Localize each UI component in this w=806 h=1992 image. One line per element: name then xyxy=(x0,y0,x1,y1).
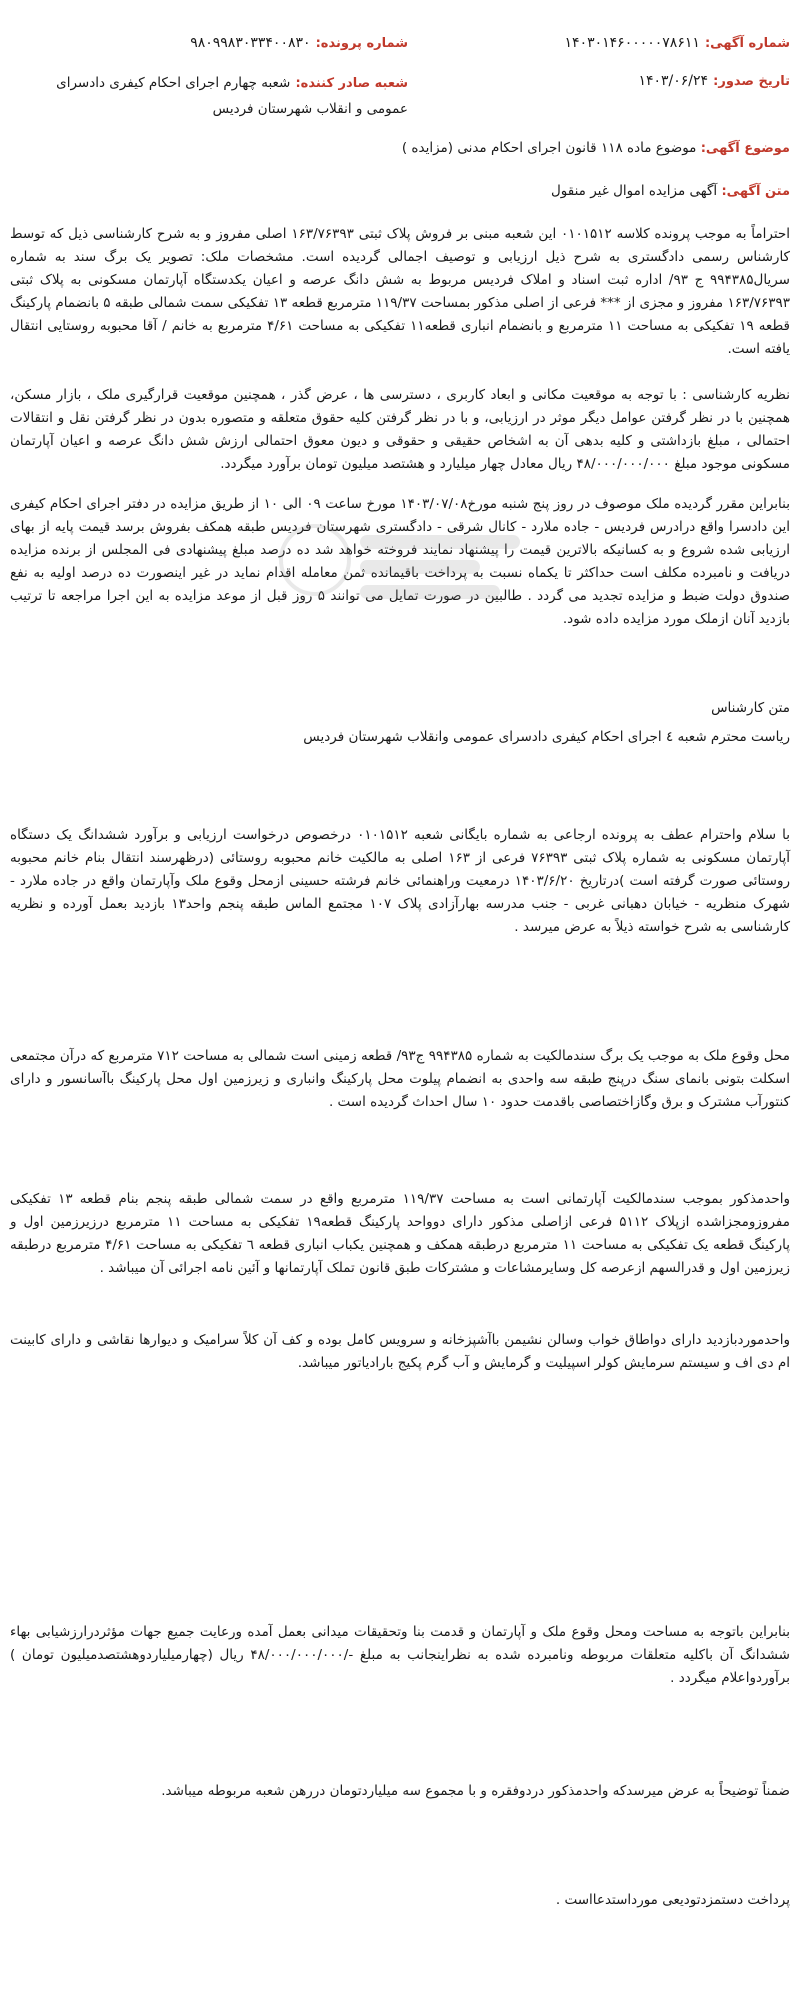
paragraph-mortgage-note: ضمناً توضیحاً به عرض میرسدکه واحدمذکور دردوفقره و با مجموع سه میلیاردتومان دررهن شعبه مربوطه میباشد. xyxy=(161,1782,790,1799)
ad-subject-value: موضوع ماده ۱۱۸ قانون اجرای احکام مدنی (مزایده ) xyxy=(401,140,697,156)
ad-text-heading xyxy=(551,183,790,199)
ad-text-label: متن آگهی: xyxy=(721,184,790,199)
paragraph-auction-terms: بنابراین مقرر گردیده ملک موصوف در روز پنج شنبه مورخ۱۴۰۳/۰۷/۰۸ مورخ ساعت ۰۹ الی ۱۰ از طریق مزایده در دفتر اجرای احکام کیفری این دادسرا واقع درادرس فردیس - جاده ملارد - کانال شرقی - دادگستری شهرستان فردیس طبقه همکف بفروش برسد قیمت پایه از بهای ارزیابی شده شروع و به کسانیکه بالاترین قیمت را پیشنهاد نمایند فروخته خواهد شد ده درصد مبلغ پیشنهادی فی المجلس از برنده مزایده دریافت و نامبرده مکلف است حداکثر تا یکماه نسبت به پرداخت باقیمانده ثمن معامله اقدام نماید در غیر اینصورت ده درصد اولیه به نفع صندوق دولت ضبط و مزایده تجدید می گردد . طالبین در صورت تمایل می توانند ۵ روز قبل از موعد مزایده به این اجرا مراجعه تا ترتیب بازدید آنان ازملک مورد مزایده داده شود. xyxy=(10,495,791,627)
ad-subject xyxy=(402,140,790,156)
issuing-branch-label: شعبه صادر کننده: xyxy=(295,76,408,91)
ad-number xyxy=(565,32,790,51)
paragraph-greeting: با سلام واحترام عطف به پرونده ارجاعی به شماره بایگانی شعبه ۰۱۰۱۵۱۲ درخصوص درخواست ارزیابی و برآورد ششدانگ یک دستگاه آپارتمان مسکونی به شماره پلاک ثبتی ۷۶۳۹۳ فرعی از ۱۶۳ اصلی به مالکیت خانم محبوبه روستائی (درظهرسند انتقال بنام خانم محبوبه روستائی صورت گرفته است )درتاریخ ۱۴۰۳/۶/۲۰ درمعیت وراهنمائی خانم فرشته حسینی ازمحل وقوع ملک وآپارتمان واقع در جاده ملارد - شهرک منظریه - خیابان دهبانی غربی - جنب مدرسه بهارآزادی پلاک ۱۰۷ مجتمع الماس طبقه پنجم واحد۱۳ بازدید بعمل آورده و نظریه کارشناسی به شرح خواسته ذیلاً به عرض میرسد . xyxy=(10,826,791,935)
paragraph-expert-opinion: نظریه کارشناسی : با توجه به موقعیت مکانی و ابعاد کاربری ، دسترسی ها ، عرض گذر ، همچنین موقعیت قرارگیری ملک ، بازار مسکن، همچنین با در نظر گرفتن عوامل دیگر موثر در ارزیابی، و با در نظر گرفتن کلیه حقوق متعلقه و متصوره بدون در نظر گرفتن نقل و انتقالات احتمالی ، مبلغ بازداشتی و کلیه بدهی آن به اشخاص حقیقی و حقوقی و دیون معوق احتمالی ارزش شش دانگ عرصه و اعیان آپارتمان مسکونی موجود مبلغ ۴۸/۰۰۰/۰۰۰/۰۰۰ ریال معادل چهار میلیارد و هشتصد میلیون تومان برآورد میگردد. xyxy=(10,386,790,472)
ad-text-title: آگهی مزایده اموال غیر منقول xyxy=(550,183,718,199)
paragraph-location: محل وقوع ملک به موجب یک برگ سندمالکیت به شماره ۹۹۴۳۸۵ ج۹۳/ قطعه زمینی است شمالی به مساحت ۷۱۲ مترمربع که درآن مجتمعی اسکلت بتونی بانمای سنگ درپنج طبقه سه واحدی به انضمام پیلوت محل پارکینگ وانباری و زیرزمین اول محل پارکینگ باآسانسور و دارای کنتورآب مشترک و برق وگازاختصاصی باقدمت حدود ۱۰ سال احداث گردیده است . xyxy=(10,1047,790,1110)
issuing-branch-value: شعبه چهارم اجرای احکام کیفری دادسرای عمومی و انقلاب شهرستان فردیس xyxy=(56,75,408,117)
issuing-branch xyxy=(28,70,408,122)
issue-date xyxy=(638,70,790,89)
case-number-label: شماره پرونده: xyxy=(315,36,408,51)
paragraph-expert-heading: متن کارشناس xyxy=(711,699,790,716)
paragraph-valuation: بنابراین باتوجه به مساحت ومحل وقوع ملک و آپارتمان و قدمت بنا وتحقیقات میدانی بعمل آمده ورعایت جمیع جهات مؤثردرارزشیابی بهاء ششدانگ آن باکلیه متعلقات مربوطه ونامبرده شده به نظراینجانب به مبلغ -/۴۸/۰۰۰/۰۰۰/۰۰۰ ریال (چهارمیلیاردوهشتصدمیلیون تومان ) برآوردواعلام میگردد . xyxy=(10,1623,790,1686)
case-number-value: ۹۸۰۹۹۸۳۰۳۳۴۰۰۸۳۰ xyxy=(190,35,311,51)
paragraph-property-spec: احتراماً به موجب پرونده کلاسه ۰۱۰۱۵۱۲ این شعبه مبنی بر فروش پلاک ثبتی ۱۶۳/۷۶۳۹۳ اصلی مفروز و به شرح کارشناسی ذیل که توسط کارشناس رسمی دادگستری به شرح ذیل ارزیابی و توصیف اجمالی گردیده است. مشخصات ملک: تصویر یک برگ سند به شماره سریال۹۹۴۳۸۵ ج ۹۳/ اداره ثبت اسناد و املاک فردیس مربوط به شش دانگ عرصه و اعیان یکدستگاه آپارتمان مسکونی به پلاک ثبتی ۱۶۳/۷۶۳۹۳ مفروز و مجزی از *** فرعی از اصلی مذکور بمساحت ۱۱۹/۳۷ مترمربع قطعه ۱۳ تفکیکی سمت شمالی طبقه ۵ بانضمام پارکینگ قطعه ۱۹ تفکیکی به مساحت ۱۱ مترمربع و بانضمام انباری قطعه۱۱ تفکیکی به مساحت ۴/۶۱ مترمربع به خانم / آقا محبوبه روستایی انتقال یافته است. xyxy=(10,225,790,357)
paragraph-unit-details: واحدمذکور بموجب سندمالکیت آپارتمانی است به مساحت ۱۱۹/۳۷ مترمربع واقع در سمت شمالی طبقه پنجم بنام قطعه ۱۳ تفکیکی مفروزومجزاشده ازپلاک ۵۱۱۲ فرعی ازاصلی مذکور دارای دوواحد پارکینگ قطعه۱۹ تفکیکی به مساحت ۱۱ مترمربع درزیرزمین اول و پارکینگ قطعه یک تفکیکی به مساحت ۱۱ مترمربع درطبقه همکف و همچنین یکباب انباری قطعه ٦ تفکیکی به مساحت ۴/۶۱ مترمربع درطبقه زیرزمین اول و قدرالسهم ازعرصه کل وسایرمشاعات و مشترکات طبق قانون تملک آپارتمانها و آئین نامه اجرائی آن میباشد . xyxy=(10,1190,790,1276)
issue-date-label: تاریخ صدور: xyxy=(713,74,790,89)
paragraph-addressee: ریاست محترم شعبه ٤ اجرای احکام کیفری دادسرای عمومی وانقلاب شهرستان فردیس xyxy=(303,728,790,745)
paragraph-fee-request: پرداخت دستمزدتودیعی مورداستدعااست . xyxy=(555,1891,790,1908)
issue-date-value: ۱۴۰۳/۰۶/۲۴ xyxy=(638,73,709,89)
ad-number-value: ۱۴۰۳۰۱۴۶۰۰۰۰۰۷۸۶۱۱ xyxy=(564,35,700,51)
ad-subject-label: موضوع آگهی: xyxy=(700,141,790,156)
ad-number-label: شماره آگهی: xyxy=(704,36,790,51)
case-number xyxy=(190,32,408,51)
paragraph-unit-features: واحدموردبازدید دارای دواطاق خواب وسالن نشیمن باآشپزخانه و سرویس کامل بوده و کف آن کلاً سرامیک و دیوارها نقاشی و دارای کابینت ام دی اف و سیستم سرمایش کولر اسپیلیت و گرمایش و آب گرم پکیج بارادیاتور میباشد. xyxy=(10,1331,790,1371)
